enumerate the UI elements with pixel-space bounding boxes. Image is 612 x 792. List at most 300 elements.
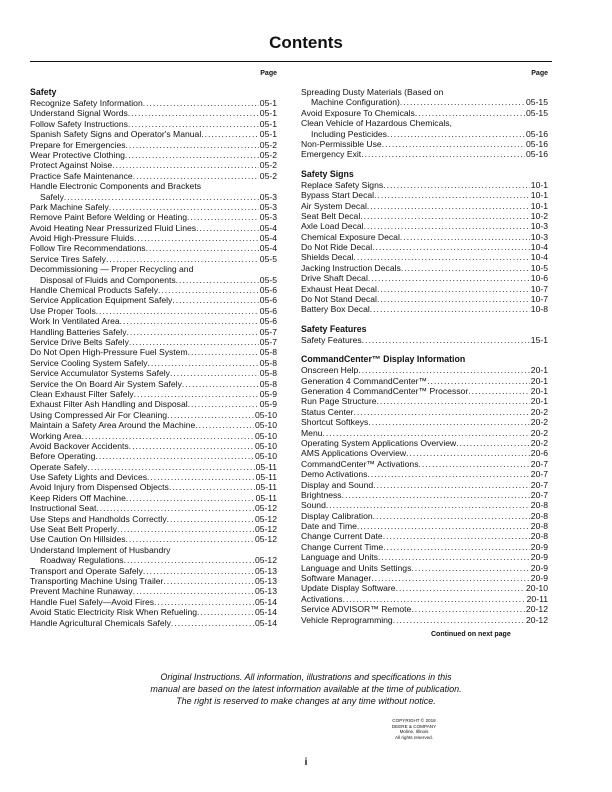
entry-page: 20-9 [530, 552, 548, 563]
entry-page: 05-7 [259, 336, 277, 347]
entry-page: 05-1 [259, 118, 277, 129]
entry-page: 20-11 [526, 593, 548, 604]
dot-leader [146, 243, 259, 253]
entry-title: Service Tires Safely [30, 253, 106, 264]
toc-entry[interactable] [301, 521, 548, 531]
entry-page: 05-16 [526, 138, 548, 149]
toc-entry[interactable] [30, 482, 277, 492]
entry-page: 05-10 [255, 420, 277, 431]
entry-title: Service Drive Belts Safely [30, 336, 129, 347]
dot-leader [400, 232, 530, 242]
entry-page: 20-2 [530, 437, 548, 448]
dot-leader [354, 407, 530, 417]
copyright-line: Moline, Illinois [399, 729, 429, 735]
toc-entry[interactable] [301, 552, 548, 562]
entry-title: Bypass Start Decal [301, 190, 375, 201]
entry-title: Avoid Backover Accidents [30, 440, 129, 451]
note-line: Original Instructions. All information, illustrations and specifications in this [160, 672, 452, 682]
toc-entry[interactable] [30, 493, 277, 503]
dot-leader [96, 306, 259, 316]
entry-title: Language and Units Settings [301, 562, 412, 573]
dot-leader [134, 389, 259, 399]
entry-title: Transporting Machine Using Trailer [30, 575, 164, 586]
entry-title: Work In Ventilated Area [30, 316, 120, 327]
toc-entry[interactable] [30, 555, 277, 565]
entry-title: Service Application Equipment Safely [30, 295, 173, 306]
toc-entry-wrapped: Spreading Dusty Materials (Based on [301, 87, 444, 97]
toc-entry[interactable] [30, 524, 277, 534]
toc-entry[interactable] [30, 597, 277, 607]
entry-title: Use Safety Lights and Devices [30, 472, 148, 483]
toc-entry[interactable] [30, 119, 277, 129]
dot-leader [372, 242, 530, 252]
toc-entry[interactable] [30, 223, 277, 233]
toc-entry[interactable] [301, 615, 548, 625]
entry-title: Machine Configuration) [311, 97, 400, 108]
dot-leader [343, 594, 526, 604]
dot-leader [147, 472, 255, 482]
dot-leader [171, 618, 254, 628]
entry-title: Keep Riders Off Machine [30, 492, 126, 503]
entry-title: Activations [301, 593, 343, 604]
toc-entry[interactable] [301, 263, 548, 273]
toc-entry[interactable] [30, 160, 277, 170]
dot-leader [401, 263, 530, 273]
dot-leader [96, 503, 254, 513]
entry-title: Vehicle Reprogramming [301, 614, 393, 625]
entry-page: 10-7 [530, 283, 548, 294]
entry-title: Change Current Date [301, 531, 383, 542]
entry-page: 20-2 [530, 427, 548, 438]
entry-title: Onscreen Help [301, 365, 359, 376]
dot-leader [373, 511, 530, 521]
toc-entry[interactable] [30, 566, 277, 576]
toc-entry[interactable] [301, 594, 548, 604]
dot-leader [367, 201, 530, 211]
entry-title: Disposal of Fluids and Components [40, 274, 176, 285]
toc-entry[interactable] [301, 386, 548, 396]
toc-entry[interactable] [30, 192, 277, 202]
entry-title: Prepare for Emergencies [30, 139, 126, 150]
entry-title: Avoid Heating Near Pressurized Fluid Lines [30, 222, 197, 233]
entry-title: Spanish Safety Signs and Operator's Manual [30, 129, 202, 140]
entry-title: AMS Applications Overview [301, 448, 407, 459]
toc-entry[interactable] [301, 469, 548, 479]
toc-entry[interactable] [301, 583, 548, 593]
entry-page: 05-6 [259, 305, 277, 316]
entry-page: 05-3 [259, 201, 277, 212]
entry-page: 10-1 [530, 190, 548, 201]
entry-title: Service the On Board Air System Safely [30, 378, 182, 389]
entry-title: Replace Safety Signs [301, 179, 384, 190]
toc-entry[interactable] [30, 212, 277, 222]
entry-page: 20-1 [530, 396, 548, 407]
entry-title: Shortcut Softkeys [301, 417, 369, 428]
dot-leader [393, 615, 525, 625]
entry-page: 10-3 [530, 221, 548, 232]
entry-title: Practice Safe Maintenance [30, 170, 133, 181]
dot-leader [370, 304, 530, 314]
dot-leader [126, 140, 259, 150]
toc-entry[interactable] [30, 150, 277, 160]
entry-page: 05-6 [259, 285, 277, 296]
toc-entry[interactable] [30, 389, 277, 399]
toc-entry[interactable] [30, 472, 277, 482]
dot-leader [374, 190, 530, 200]
toc-entry[interactable] [301, 211, 548, 221]
toc-entry[interactable] [301, 221, 548, 231]
toc-entry[interactable] [30, 233, 277, 243]
entry-title: Emergency Exit [301, 149, 362, 160]
entry-page: 05-3 [259, 212, 277, 223]
dot-leader [427, 376, 530, 386]
toc-entry[interactable] [30, 285, 277, 295]
toc-entry[interactable] [301, 149, 548, 159]
entry-page: 05-12 [255, 513, 277, 524]
entry-title: Using Compressed Air For Cleaning [30, 409, 168, 420]
dot-leader [362, 335, 530, 345]
dot-leader [361, 149, 525, 159]
dot-leader [112, 160, 259, 170]
toc-entry[interactable] [30, 316, 277, 326]
dot-leader [64, 192, 259, 202]
toc-entry[interactable] [30, 98, 277, 108]
toc-entry[interactable] [301, 573, 548, 583]
dot-leader [117, 524, 254, 534]
entry-page: 05-11 [255, 482, 277, 493]
toc-entry[interactable] [301, 428, 548, 438]
entry-title: Change Current Time [301, 541, 384, 552]
toc-entry[interactable] [30, 410, 277, 420]
entry-page: 05-9 [259, 399, 277, 410]
entry-page: 05-14 [255, 617, 277, 628]
dot-leader [120, 316, 259, 326]
entry-page: 05-12 [255, 503, 277, 514]
toc-entry[interactable] [301, 284, 548, 294]
dot-leader [411, 563, 529, 573]
toc-entry[interactable] [30, 379, 277, 389]
entry-title: Generation 4 CommandCenter™ Processor [301, 385, 469, 396]
toc-entry[interactable] [301, 490, 548, 500]
entry-title: Use Seat Belt Properly [30, 524, 117, 535]
entry-page: 05-6 [259, 316, 277, 327]
toc-entry[interactable] [301, 232, 548, 242]
toc-entry[interactable] [30, 462, 277, 472]
toc-entry[interactable] [301, 438, 548, 448]
toc-entry[interactable] [30, 140, 277, 150]
dot-leader [169, 482, 255, 492]
continued-note: Continued on next page [431, 631, 511, 638]
entry-page: 20-12 [526, 614, 548, 625]
dot-leader [342, 490, 530, 500]
toc-entry[interactable] [301, 242, 548, 252]
toc-entry[interactable] [301, 604, 548, 614]
entry-page: 10-2 [530, 210, 548, 221]
dot-leader [373, 480, 530, 490]
entry-page: 20-9 [530, 562, 548, 573]
toc-entry[interactable] [30, 514, 277, 524]
toc-entry[interactable] [301, 190, 548, 200]
toc-entry[interactable] [301, 563, 548, 573]
toc-entry[interactable] [30, 586, 277, 596]
entry-title: Air System Decal [301, 200, 367, 211]
toc-entry[interactable] [30, 358, 277, 368]
toc-entry[interactable] [30, 441, 277, 451]
entry-title: Use Steps and Handholds Correctly [30, 513, 167, 524]
entry-title: Protect Against Noise [30, 160, 113, 171]
toc-entry[interactable] [301, 304, 548, 314]
entry-title: Exhaust Filter Ash Handling and Disposal [30, 399, 188, 410]
entry-page: 05-16 [526, 128, 548, 139]
dot-leader [128, 108, 259, 118]
entry-page: 20-8 [530, 510, 548, 521]
dot-leader [95, 451, 254, 461]
entry-page: 05-8 [259, 368, 277, 379]
page-column-header: Page [260, 70, 277, 77]
entry-title: Use Caution On Hillsides [30, 534, 126, 545]
dot-leader [456, 438, 530, 448]
dot-leader [201, 129, 259, 139]
section-heading: Safety [30, 87, 57, 97]
instructions-note [60, 671, 552, 707]
entry-page: 05-12 [255, 524, 277, 535]
entry-page: 20-2 [530, 417, 548, 428]
toc-entry[interactable] [301, 459, 548, 469]
toc-entry[interactable] [30, 607, 277, 617]
toc-entry[interactable] [30, 399, 277, 409]
toc-entry[interactable] [30, 337, 277, 347]
section-heading: Safety Features [301, 323, 367, 334]
dot-leader [323, 428, 530, 438]
toc-entry[interactable] [30, 327, 277, 337]
entry-page: 20-6 [530, 448, 548, 459]
entry-page: 05-2 [259, 139, 277, 150]
entry-title: Working Area [30, 430, 82, 441]
toc-entry[interactable] [301, 273, 548, 283]
entry-page: 05-7 [259, 326, 277, 337]
toc-entry[interactable] [30, 431, 277, 441]
entry-page: 20-7 [530, 479, 548, 490]
entry-title: Safely [40, 191, 64, 202]
toc-entry[interactable] [30, 108, 277, 118]
entry-title: Do Not Ride Decal [301, 242, 373, 253]
entry-page: 05-15 [526, 97, 548, 108]
toc-entry-wrapped: Clean Vehicle of Hazardous Chemicals, [301, 118, 452, 129]
dot-leader [195, 420, 254, 430]
dot-leader [188, 347, 259, 357]
entry-title: Operate Safely [30, 461, 88, 472]
entry-title: Avoid Injury from Dispensed Objects [30, 482, 169, 493]
note-line: The right is reserved to make changes at any time without notice. [176, 696, 436, 706]
dot-leader [176, 275, 259, 285]
toc-entry[interactable] [301, 480, 548, 490]
entry-title: Follow Safety Instructions [30, 118, 128, 129]
entry-page: 10-7 [530, 294, 548, 305]
entry-title: Wear Protective Clothing [30, 149, 125, 160]
entry-title: Avoid Static Electricity Risk When Refueling [30, 607, 198, 618]
toc-entry[interactable] [30, 202, 277, 212]
entry-page: 20-9 [530, 573, 548, 584]
toc-entry[interactable] [301, 97, 548, 107]
entry-title: Display and Sound [301, 479, 374, 490]
dot-leader [143, 566, 254, 576]
dot-leader [383, 180, 530, 190]
dot-leader [196, 223, 259, 233]
entry-page: 05-16 [526, 149, 548, 160]
toc-entry[interactable] [30, 503, 277, 513]
page-column-header: Page [531, 70, 548, 77]
entry-title: Avoid Exposure To Chemicals [301, 107, 415, 118]
dot-leader [158, 285, 259, 295]
entry-page: 05-14 [255, 607, 277, 618]
dot-leader [167, 410, 254, 420]
toc-entry[interactable] [30, 368, 277, 378]
dot-leader [358, 365, 529, 375]
dot-leader [378, 552, 530, 562]
entry-title: Demo Activations [301, 469, 368, 480]
dot-leader [127, 327, 259, 337]
entry-page: 05-2 [259, 170, 277, 181]
entry-page: 20-8 [530, 500, 548, 511]
entry-title: Non-Permissible Use [301, 138, 382, 149]
entry-page: 05-8 [259, 347, 277, 358]
entry-page: 05-4 [259, 233, 277, 244]
entry-title: Service ADVISOR™ Remote [301, 604, 412, 615]
toc-entry[interactable] [30, 576, 277, 586]
entry-page: 20-8 [530, 531, 548, 542]
entry-title: Generation 4 CommandCenter™ [301, 375, 428, 386]
title-divider [30, 61, 552, 62]
toc-entry[interactable] [301, 448, 548, 458]
copyright-line: COPYRIGHT © 2018 [392, 718, 436, 723]
toc-entry[interactable] [301, 335, 548, 345]
dot-leader [187, 212, 259, 222]
dot-leader [371, 573, 530, 583]
toc-entry[interactable] [301, 139, 548, 149]
entry-title: Handling Batteries Safely [30, 326, 127, 337]
toc-entry[interactable] [301, 252, 548, 262]
dot-leader [382, 139, 525, 149]
entry-page: 05-10 [255, 430, 277, 441]
dot-leader [368, 273, 530, 283]
entry-page: 05-15 [526, 107, 548, 118]
toc-entry-wrapped: Decommissioning — Proper Recycling and [30, 264, 194, 275]
entry-title: Seat Belt Decal [301, 210, 361, 221]
entry-title: Chemical Exposure Decal [301, 231, 400, 242]
toc-entry[interactable] [301, 201, 548, 211]
entry-title: Software Manager [301, 573, 372, 584]
dot-leader [109, 202, 259, 212]
entry-page: 20-1 [530, 365, 548, 376]
toc-entry[interactable] [30, 295, 277, 305]
dot-leader [124, 555, 254, 565]
dot-leader [81, 431, 254, 441]
toc-entry[interactable] [301, 542, 548, 552]
toc-entry[interactable] [301, 531, 548, 541]
toc-entry[interactable] [301, 294, 548, 304]
entry-page: 20-7 [530, 458, 548, 469]
dot-leader [377, 294, 530, 304]
entry-page: 05-4 [259, 243, 277, 254]
entry-page: 20-1 [530, 385, 548, 396]
entry-title: Language and Units [301, 552, 378, 563]
entry-page: 10-5 [530, 262, 548, 273]
entry-title: Brightness [301, 489, 342, 500]
dot-leader [364, 221, 530, 231]
entry-page: 05-10 [255, 440, 277, 451]
toc-entry-wrapped: Understand Implement of Husbandry [30, 544, 171, 555]
entry-title: Handle Agricultural Chemicals Safely [30, 617, 171, 628]
toc-entry[interactable] [301, 180, 548, 190]
toc-entry[interactable] [30, 171, 277, 181]
toc-entry[interactable] [30, 306, 277, 316]
dot-leader [129, 337, 259, 347]
entry-page: 05-5 [259, 253, 277, 264]
toc-entry[interactable] [30, 420, 277, 430]
entry-title: Drive Shaft Decal [301, 273, 368, 284]
entry-title: Handle Fuel Safely—Avoid Fires [30, 596, 155, 607]
dot-leader [129, 441, 254, 451]
toc-entry[interactable] [301, 407, 548, 417]
toc-entry[interactable] [301, 417, 548, 427]
toc-entry[interactable] [30, 534, 277, 544]
entry-title: Jacking Instruction Decals [301, 262, 401, 273]
dot-leader [383, 531, 530, 541]
toc-entry[interactable] [30, 275, 277, 285]
entry-page: 20-7 [530, 469, 548, 480]
dot-leader [163, 576, 254, 586]
toc-entry-wrapped: Handle Electronic Components and Brackets [30, 181, 202, 192]
dot-leader [126, 534, 254, 544]
entry-title: Roadway Regulations [40, 555, 124, 566]
toc-entry[interactable] [30, 254, 277, 264]
page-title: Contents [269, 33, 343, 52]
entry-title: Avoid High-Pressure Fluids [30, 233, 134, 244]
entry-title: Sound [301, 500, 326, 511]
note-line: manual are based on the latest information available at the time of publication. [150, 684, 462, 694]
dot-leader [415, 108, 525, 118]
toc-entry[interactable] [30, 347, 277, 357]
entry-page: 10-4 [530, 252, 548, 263]
toc-entry[interactable] [30, 618, 277, 628]
dot-leader [106, 254, 259, 264]
toc-entry[interactable] [301, 129, 548, 139]
entry-page: 05-1 [259, 108, 277, 119]
toc-entry[interactable] [301, 511, 548, 521]
toc-entry[interactable] [30, 451, 277, 461]
entry-title: Shields Decal [301, 252, 354, 263]
dot-leader [87, 462, 254, 472]
dot-leader [170, 368, 259, 378]
dot-leader [383, 542, 530, 552]
dot-leader [396, 583, 525, 593]
toc-entry[interactable] [30, 243, 277, 253]
entry-title: CommandCenter™ Activations [301, 458, 419, 469]
section-heading: CommandCenter™ Display Information [301, 354, 466, 365]
entry-title: Status Center [301, 406, 354, 417]
dot-leader [326, 500, 530, 510]
entry-title: Operating System Applications Overview [301, 437, 457, 448]
toc-entry[interactable] [301, 365, 548, 375]
toc-entry[interactable] [30, 129, 277, 139]
toc-entry[interactable] [301, 500, 548, 510]
dot-leader [387, 129, 525, 139]
toc-entry[interactable] [301, 376, 548, 386]
toc-entry[interactable] [301, 108, 548, 118]
entry-title: Do Not Stand Decal [301, 294, 377, 305]
entry-page: 05-8 [259, 357, 277, 368]
toc-entry[interactable] [301, 396, 548, 406]
